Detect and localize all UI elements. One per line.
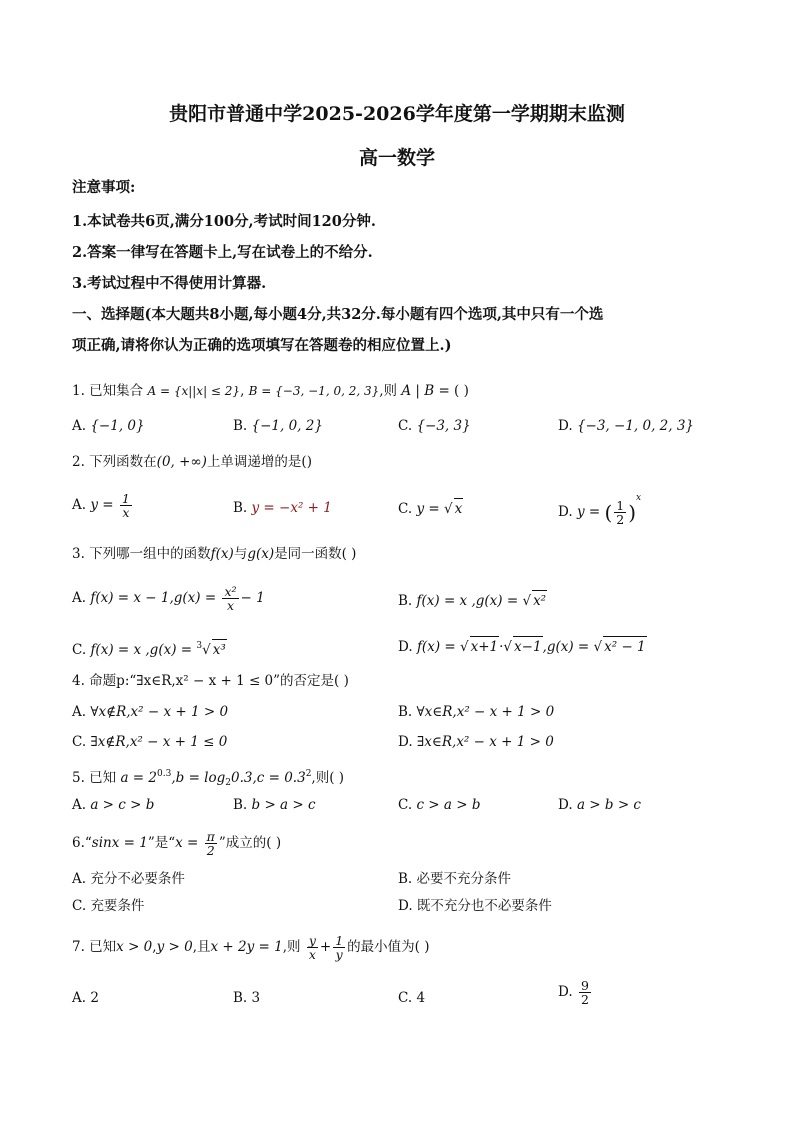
question-5-option-c: [398, 795, 480, 815]
text-fragment: D.: [558, 797, 573, 813]
text-fragment: 的最小值为( ): [347, 939, 430, 956]
text-fragment: A.: [72, 704, 87, 720]
text-fragment: 2: [616, 512, 625, 527]
text-fragment: 2: [225, 778, 231, 788]
text-fragment: D.: [398, 898, 413, 914]
text-fragment: 0.3: [157, 769, 172, 779]
text-fragment: ,则: [282, 939, 301, 956]
text-fragment: a > b > c: [576, 797, 641, 813]
question-7-option-b: [233, 988, 260, 1008]
exam-title: 贵阳市普通中学2025-2026学年度第一学期期末监测: [169, 103, 625, 125]
notes-heading: 注意事项:: [72, 179, 136, 196]
text-fragment: B.: [233, 990, 248, 1006]
text-fragment: 1. 已知集合: [72, 383, 144, 399]
text-fragment: 2. 下列函数在: [72, 454, 157, 470]
text-fragment: ∃x∈R,x² − x + 1 > 0: [416, 734, 554, 750]
question-5-option-b: [233, 795, 316, 815]
text-fragment: {−1, 0}: [90, 418, 145, 434]
text-fragment: a = 2: [120, 770, 158, 786]
text-fragment: g(x): [247, 546, 275, 562]
text-fragment: 2: [305, 769, 312, 779]
text-fragment: 2: [90, 990, 99, 1006]
text-fragment: 既不充分也不必要条件: [416, 898, 552, 914]
text-fragment: x² − 1: [603, 636, 647, 657]
text-fragment: ,且: [192, 939, 211, 956]
text-fragment: 9: [580, 978, 589, 993]
text-fragment: 与: [233, 546, 248, 562]
text-fragment: {−3, −1, 0, 2, 3}: [576, 418, 695, 434]
note-item-2: 2.答案一律写在答题卡上,写在试卷上的不给分.: [72, 244, 373, 261]
text-fragment: − 1: [240, 590, 265, 607]
text-fragment: x: [308, 947, 316, 963]
text-fragment: C.: [72, 642, 87, 658]
text-fragment: D.: [558, 418, 573, 434]
question-2-option-c: C. y = √ x: [398, 498, 463, 519]
text-fragment: D.: [558, 984, 573, 1001]
exam-subject: 高一数学: [358, 147, 435, 169]
text-fragment: A.: [72, 990, 87, 1006]
question-1-option-b: [233, 416, 323, 436]
text-fragment: y > 0: [156, 939, 193, 956]
text-fragment: A.: [72, 797, 87, 813]
text-fragment: A.: [72, 871, 87, 887]
question-6-option-a: [72, 869, 185, 889]
question-1-stem: [72, 381, 732, 401]
question-4-option-d: [398, 732, 554, 752]
question-7-stem: [72, 934, 732, 961]
text-fragment: ∃x∉R,x² − x + 1 ≤ 0: [90, 734, 228, 750]
text-fragment: C.: [398, 418, 413, 434]
text-fragment: y =: [576, 504, 601, 520]
question-5-option-a: [72, 795, 154, 815]
section-instructions-line1: 一、选择题(本大题共8小题,每小题4分,共32分.每小题有四个选项,其中只有一个选: [72, 306, 604, 323]
text-fragment: A.: [72, 497, 87, 514]
text-fragment: B.: [398, 704, 413, 720]
question-4-stem: 4. 命题p:“∃x∈R,x² − x + 1 ≤ 0”的否定是( ): [72, 673, 349, 689]
text-fragment: {−3, 3}: [416, 418, 471, 434]
text-fragment: (0, +∞): [156, 454, 207, 470]
note-item-3: 3.考试过程中不得使用计算器.: [72, 275, 267, 292]
text-fragment: x³: [212, 639, 227, 660]
text-fragment: y =: [416, 501, 440, 517]
text-fragment: B.: [233, 500, 248, 516]
text-fragment: x: [122, 505, 130, 521]
text-fragment: D.: [398, 639, 413, 655]
text-fragment: B.: [398, 593, 413, 609]
text-fragment: x²: [532, 590, 547, 611]
text-fragment: ∀x∈R,x² − x + 1 > 0: [416, 704, 555, 720]
text-fragment: C.: [398, 501, 413, 517]
text-fragment: 充分不必要条件: [90, 871, 185, 887]
question-6-option-d: [398, 896, 552, 916]
text-fragment: y: [335, 947, 343, 963]
text-fragment: C.: [72, 898, 87, 914]
text-fragment: {−1, 0, 2}: [251, 418, 323, 434]
question-7-option-c: [398, 988, 425, 1008]
text-fragment: C.: [398, 797, 413, 813]
text-fragment: 2: [580, 992, 589, 1008]
question-2-option-d: D. y = ( $\frac{1}{2}$ )$^x$: [558, 493, 642, 527]
text-fragment: ,则: [379, 383, 398, 399]
text-fragment: b > a > c: [251, 797, 316, 813]
text-fragment: x+1: [470, 636, 500, 657]
text-fragment: ,: [152, 939, 157, 956]
text-fragment: A = {x||x| ≤ 2}: [147, 384, 241, 398]
text-fragment: a > c > b: [90, 797, 155, 813]
text-fragment: B = {−3, −1, 0, 2, 3}: [248, 384, 380, 398]
text-fragment: 1: [616, 497, 625, 513]
text-fragment: B.: [233, 797, 248, 813]
question-3-option-d: D. f(x) = √ x+1·√ x−1,g(x) = √ x² − 1: [398, 636, 647, 657]
text-fragment: = ( ): [438, 383, 469, 399]
text-fragment: ,b = log: [171, 770, 226, 786]
text-fragment: y =: [90, 497, 114, 514]
question-7-option-a: [72, 988, 99, 1008]
text-fragment: 4: [416, 990, 426, 1006]
text-fragment: x: [454, 498, 464, 519]
text-fragment: x: [226, 598, 235, 614]
section-instructions-line2: 项正确,请将你认为正确的选项填写在答题卷的相应位置上.): [72, 337, 452, 354]
text-fragment: ·: [499, 639, 504, 655]
text-fragment: A.: [72, 590, 87, 607]
question-4-option-a: [72, 702, 228, 722]
text-fragment: f(x) = x ,g(x) =: [416, 593, 519, 609]
text-fragment: sinx = 1: [91, 835, 148, 852]
text-fragment: f(x): [210, 546, 234, 562]
text-fragment: x−1: [513, 636, 543, 657]
text-fragment: 是同一函数( ): [274, 546, 357, 562]
question-2-option-a: [72, 492, 134, 519]
question-3-option-b: B. f(x) = x ,g(x) = √ x²: [398, 590, 547, 611]
text-fragment: 1: [335, 933, 344, 948]
question-3-stem: [72, 544, 732, 564]
text-fragment: C.: [398, 990, 413, 1006]
text-fragment: ∀x∉R,x² − x + 1 > 0: [90, 704, 229, 720]
text-fragment: 1: [121, 491, 130, 506]
text-fragment: 3: [251, 990, 261, 1006]
question-6-option-c: [72, 896, 144, 916]
text-fragment: ,: [240, 383, 245, 399]
question-6-stem: [72, 830, 732, 857]
text-fragment: C.: [72, 734, 87, 750]
text-fragment: π: [206, 829, 215, 844]
question-4-option-b: [398, 702, 554, 722]
text-fragment: D.: [398, 734, 413, 750]
text-fragment: f(x) =: [416, 639, 456, 655]
text-fragment: ”是“: [147, 835, 176, 852]
text-fragment: 6.“: [72, 835, 92, 852]
text-fragment: 充要条件: [90, 898, 145, 914]
text-fragment: A | B: [401, 383, 435, 399]
question-1-option-a: [72, 416, 145, 436]
text-fragment: x: [636, 493, 642, 503]
text-fragment: ,则( ): [311, 770, 345, 786]
text-fragment: f(x) = x − 1,g(x) =: [90, 590, 217, 607]
text-fragment: B.: [398, 871, 413, 887]
question-1-option-d: [558, 416, 694, 436]
question-5-stem: [72, 764, 732, 793]
text-fragment: 0.3,c = 0.3: [231, 770, 306, 786]
text-fragment: x > 0: [116, 939, 153, 956]
text-fragment: B.: [233, 418, 248, 434]
text-fragment: x²: [224, 584, 237, 599]
text-fragment: c > a > b: [416, 797, 481, 813]
question-4-option-c: [72, 732, 227, 752]
text-fragment: 上单调递增的是(): [206, 454, 312, 470]
question-2-stem: [72, 452, 732, 472]
question-3-option-c: C. f(x) = x ,g(x) = $^3$√ x³: [72, 641, 226, 658]
question-6-option-b: [398, 869, 511, 889]
text-fragment: 必要不充分条件: [416, 871, 512, 887]
text-fragment: 7. 已知: [72, 939, 117, 956]
text-fragment: D.: [558, 504, 573, 520]
text-fragment: ,g(x) =: [542, 639, 590, 655]
question-5-option-d: [558, 795, 641, 815]
text-fragment: x + 2y = 1: [210, 939, 283, 956]
text-fragment: 2: [206, 843, 215, 859]
text-fragment: ”成立的( ): [218, 835, 282, 852]
text-fragment: +: [319, 939, 332, 956]
question-2-option-b: [233, 498, 332, 518]
text-fragment: y: [308, 933, 316, 948]
text-fragment: y = −x² + 1: [251, 500, 332, 516]
text-fragment: 5. 已知: [72, 770, 117, 786]
text-fragment: A.: [72, 418, 87, 434]
question-3-option-a: [72, 585, 265, 612]
note-item-1: 1.本试卷共6页,满分100分,考试时间120分钟.: [72, 213, 376, 230]
question-1-option-c: [398, 416, 471, 436]
text-fragment: x =: [175, 835, 199, 852]
text-fragment: 3. 下列哪一组中的函数: [72, 546, 211, 562]
question-7-option-d: [558, 979, 593, 1006]
text-fragment: f(x) = x ,g(x) =: [90, 642, 193, 658]
text-fragment: 3: [196, 641, 203, 651]
